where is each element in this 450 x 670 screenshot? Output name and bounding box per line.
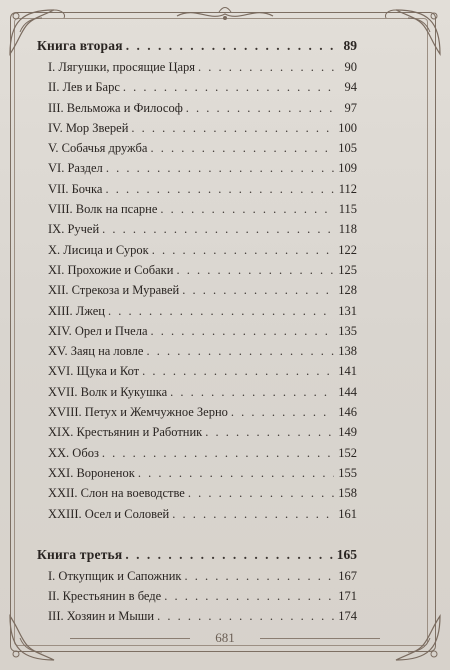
chapter-title: XVII. Волк и Кукушка xyxy=(48,384,168,399)
page-number: 161 xyxy=(338,506,357,521)
page-number: 97 xyxy=(344,100,357,115)
chapter-title: XIX. Крестьянин и Работник xyxy=(48,425,203,440)
dot-leader xyxy=(160,202,334,217)
chapter-title: IV. Мор Зверей xyxy=(48,120,129,135)
page-number: 112 xyxy=(338,181,357,196)
toc-chapter-entry[interactable] xyxy=(37,60,357,80)
chapter-title: III. Вельможа и Философ xyxy=(48,100,183,115)
toc-chapter-entry[interactable] xyxy=(37,222,357,242)
dot-leader xyxy=(170,385,334,400)
page-number: 90 xyxy=(344,60,357,74)
dot-leader xyxy=(108,304,334,319)
dot-leader xyxy=(164,589,334,604)
chapter-title: VI. Раздел xyxy=(48,161,103,176)
chapter-title: II. Крестьянин в беде xyxy=(48,589,162,604)
page-number: 141 xyxy=(338,364,357,379)
toc-chapter-entry[interactable] xyxy=(37,324,357,344)
toc-chapter-entry[interactable] xyxy=(37,283,357,303)
toc-chapter-entry[interactable] xyxy=(37,101,357,121)
page-number: 165 xyxy=(336,546,357,562)
chapter-title: XI. Прохожие и Собаки xyxy=(48,262,174,277)
chapter-title: V. Собачья дружба xyxy=(48,141,148,156)
chapter-title: I. Откупщик и Сапожник xyxy=(48,568,182,583)
page-number: 152 xyxy=(338,445,357,460)
dot-leader xyxy=(102,446,334,461)
toc-chapter-entry[interactable] xyxy=(37,243,357,263)
dot-leader xyxy=(102,222,334,237)
toc-chapter-entry[interactable] xyxy=(37,182,357,202)
dot-leader xyxy=(172,507,334,522)
toc-book-3[interactable] xyxy=(37,547,357,569)
chapter-title: XX. Обоз xyxy=(48,445,99,460)
page-number: 94 xyxy=(344,80,357,95)
toc-chapter-entry[interactable] xyxy=(37,161,357,181)
toc-chapter-entry[interactable] xyxy=(37,569,357,589)
folio-page-number: 681 xyxy=(215,630,235,645)
dot-leader xyxy=(150,141,334,156)
toc-chapter-entry[interactable] xyxy=(37,466,357,486)
dot-leader xyxy=(123,80,334,95)
page-number: 89 xyxy=(343,38,357,53)
page-number: 155 xyxy=(338,465,357,480)
dot-leader xyxy=(106,161,334,176)
page-number: 118 xyxy=(338,222,357,237)
page-number: 149 xyxy=(338,425,357,440)
page-number: 158 xyxy=(338,486,357,501)
dot-leader xyxy=(131,121,334,136)
dot-leader xyxy=(125,547,333,563)
toc-chapter-entry[interactable] xyxy=(37,344,357,364)
chapter-title: III. Хозяин и Мыши xyxy=(48,609,155,624)
dot-leader xyxy=(198,60,334,75)
table-of-contents xyxy=(37,38,357,630)
toc-chapter-entry[interactable] xyxy=(37,589,357,609)
chapter-title: XXIII. Осел и Соловей xyxy=(48,506,170,521)
dot-leader xyxy=(152,243,334,258)
toc-chapter-entry[interactable] xyxy=(37,80,357,100)
chapter-title: XIV. Орел и Пчела xyxy=(48,323,148,338)
page-number: 171 xyxy=(338,589,357,604)
page-number: 144 xyxy=(338,384,357,399)
book-3-chapter-list xyxy=(37,569,357,630)
toc-chapter-entry[interactable] xyxy=(37,446,357,466)
chapter-title: II. Лев и Барс xyxy=(48,80,120,95)
page-number: 105 xyxy=(338,141,357,156)
chapter-title: I. Лягушки, просящие Царя xyxy=(48,60,196,74)
dot-leader xyxy=(188,486,334,501)
chapter-title: XII. Стрекоза и Муравей xyxy=(48,283,180,298)
page-number: 100 xyxy=(338,120,357,135)
book-title: Книга третья xyxy=(37,546,123,562)
dot-leader xyxy=(146,344,334,359)
top-center-ornament xyxy=(175,4,275,26)
toc-chapter-entry[interactable] xyxy=(37,202,357,222)
toc-chapter-entry[interactable] xyxy=(37,385,357,405)
page-number: 122 xyxy=(338,242,357,257)
chapter-title: IX. Ручей xyxy=(48,222,100,237)
chapter-title: X. Лисица и Сурок xyxy=(48,242,149,257)
page-number: 125 xyxy=(338,262,357,277)
book-2-chapter-list xyxy=(37,60,357,527)
dot-leader xyxy=(176,263,334,278)
dot-leader xyxy=(186,101,334,116)
toc-chapter-entry[interactable] xyxy=(37,425,357,445)
dot-leader xyxy=(157,609,334,624)
dot-leader xyxy=(105,182,334,197)
chapter-title: XVI. Щука и Кот xyxy=(48,364,140,379)
toc-chapter-entry[interactable] xyxy=(37,141,357,161)
dot-leader xyxy=(185,569,334,584)
dot-leader xyxy=(138,466,334,481)
toc-chapter-entry[interactable] xyxy=(37,121,357,141)
dot-leader xyxy=(205,425,334,440)
toc-chapter-entry[interactable] xyxy=(37,507,357,527)
page-number: 167 xyxy=(338,568,357,583)
page-number: 146 xyxy=(338,405,357,420)
toc-chapter-entry[interactable] xyxy=(37,263,357,283)
section-spacer xyxy=(37,527,357,547)
page-number: 131 xyxy=(338,303,357,318)
toc-chapter-entry[interactable] xyxy=(37,609,357,629)
page-number: 109 xyxy=(338,161,357,176)
toc-chapter-entry[interactable] xyxy=(37,486,357,506)
dot-leader xyxy=(151,324,334,339)
dot-leader xyxy=(126,38,334,54)
chapter-title: VIII. Волк на псарне xyxy=(48,202,158,217)
page-number: 128 xyxy=(338,283,357,298)
dot-leader xyxy=(142,364,334,379)
page-number: 135 xyxy=(338,323,357,338)
dot-leader xyxy=(231,405,334,420)
toc-book-2[interactable] xyxy=(37,38,357,60)
toc-chapter-entry[interactable] xyxy=(37,405,357,425)
chapter-title: VII. Бочка xyxy=(48,181,103,196)
book-title: Книга вторая xyxy=(37,38,123,53)
chapter-title: XXI. Вороненок xyxy=(48,465,135,480)
corner-flourish-top-right xyxy=(378,2,448,62)
page-number: 115 xyxy=(338,202,357,217)
chapter-title: XVIII. Петух и Жемчужное Зерно xyxy=(48,405,228,420)
toc-chapter-entry[interactable] xyxy=(37,304,357,324)
chapter-title: XV. Заяц на ловле xyxy=(48,344,144,359)
chapter-title: XXII. Слон на воеводстве xyxy=(48,486,185,501)
toc-chapter-entry[interactable] xyxy=(37,364,357,384)
page-number: 174 xyxy=(338,609,357,624)
chapter-title: XIII. Лжец xyxy=(48,303,105,318)
page-number: 138 xyxy=(338,344,357,359)
dot-leader xyxy=(182,283,334,298)
